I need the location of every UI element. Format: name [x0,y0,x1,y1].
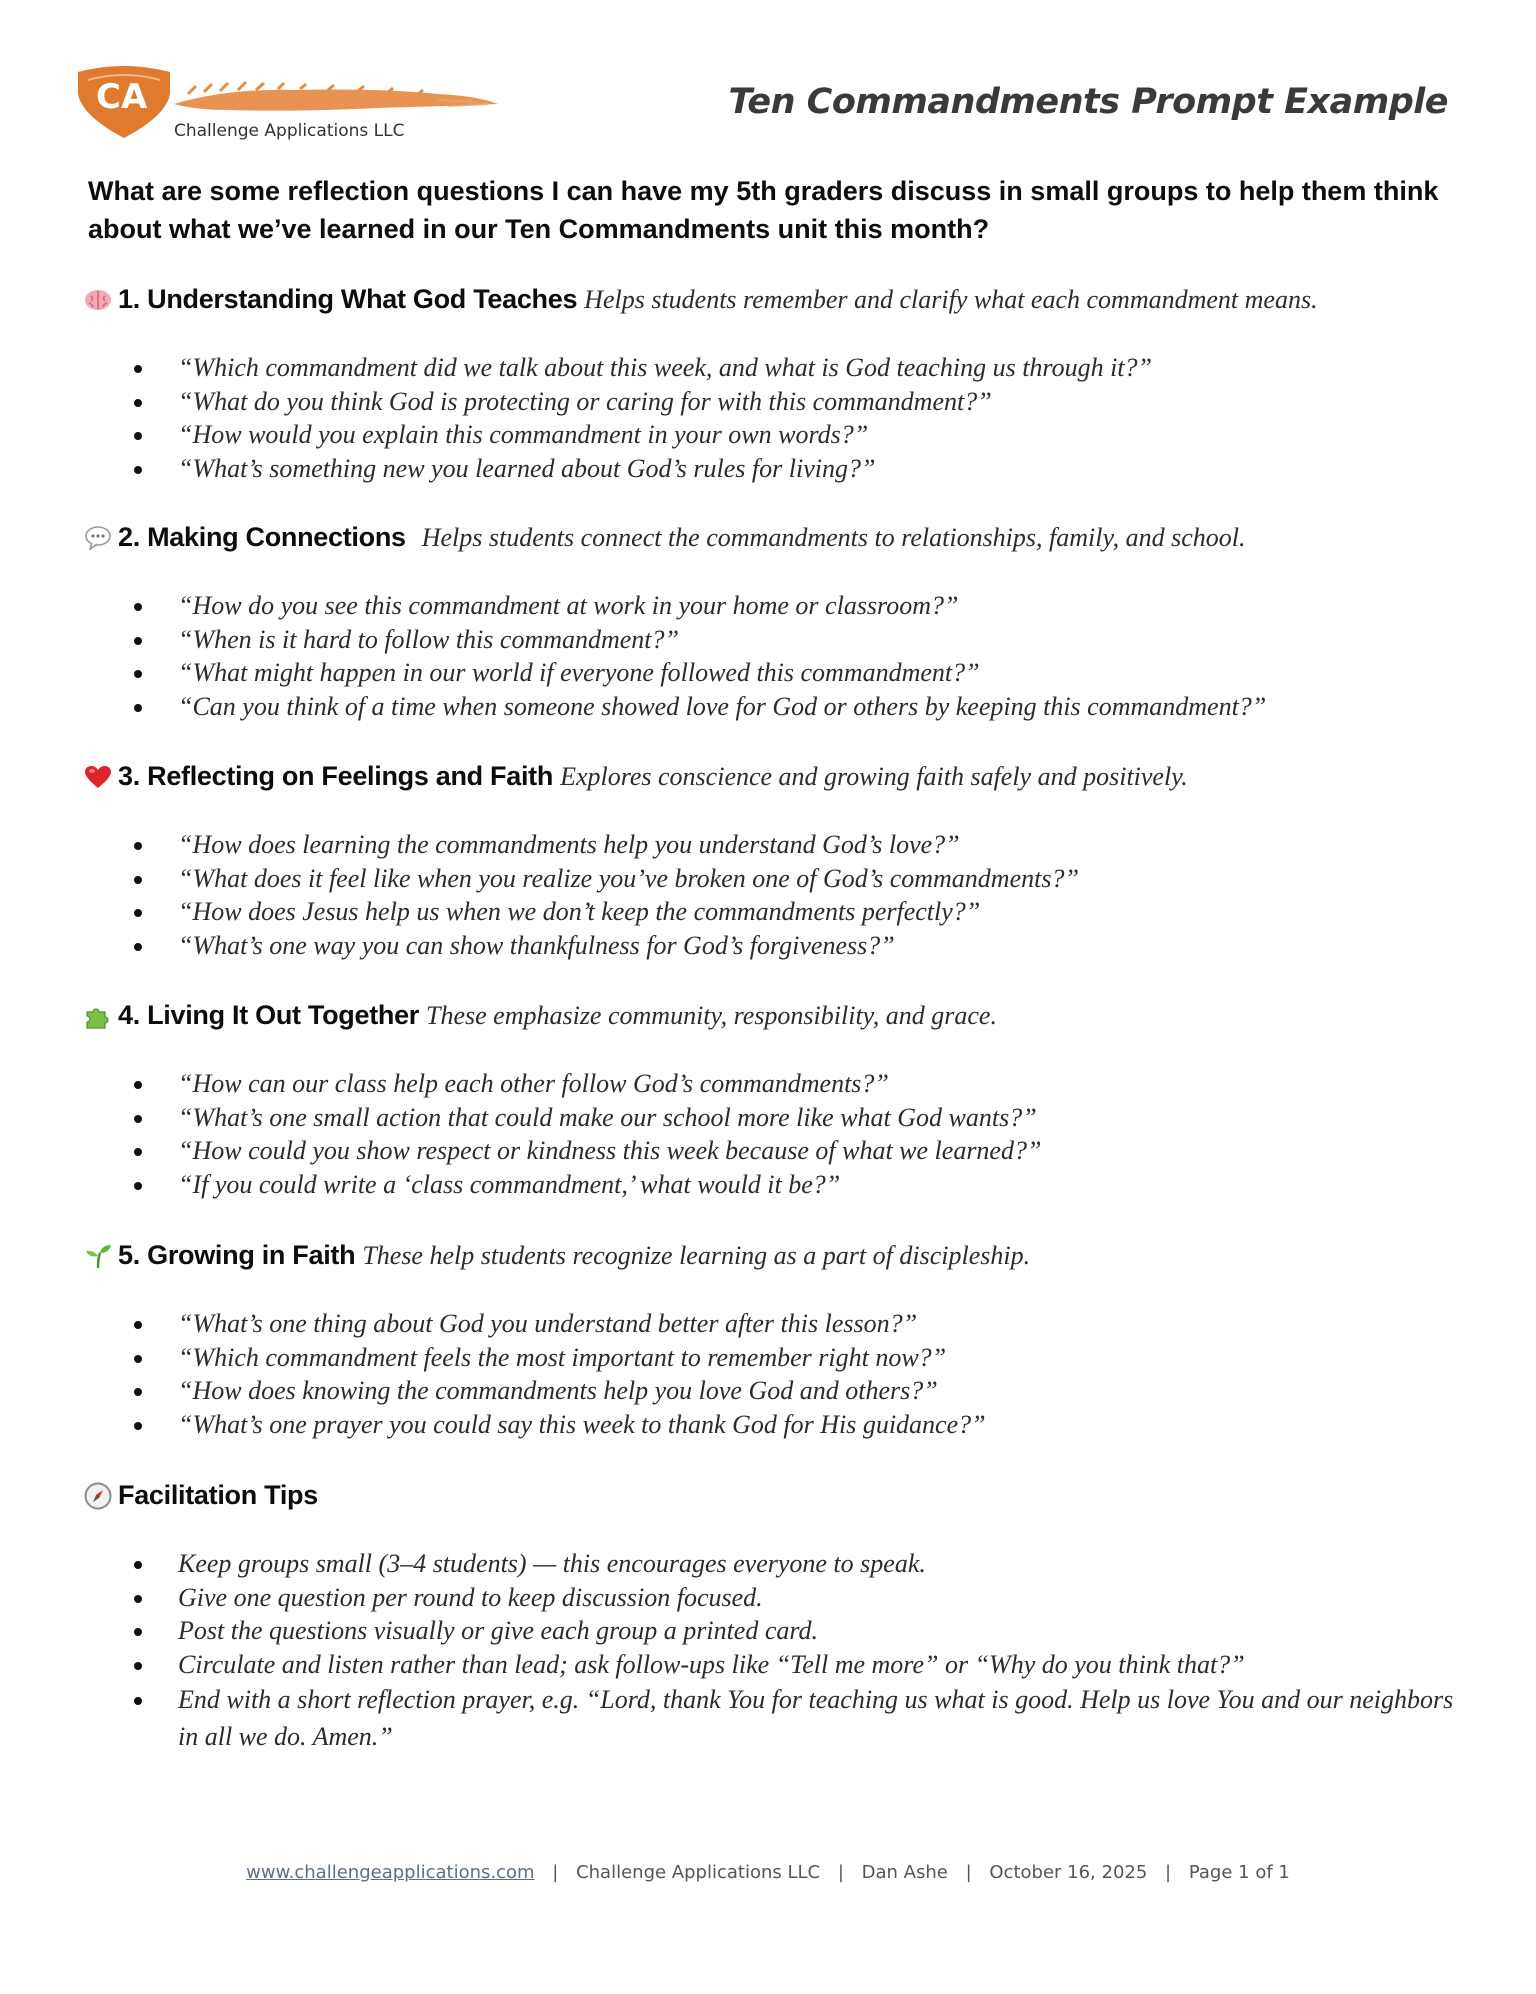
question-list [84,351,1454,485]
list-item: “How does Jesus help us when we don’t keep the commandments perfectly?” [84,895,1454,929]
list-item: “What’s one small action that could make our school more like what God wants?” [84,1101,1454,1135]
seedling-icon [84,1243,118,1269]
section-connections [84,522,1454,723]
heart-icon [84,765,118,789]
list-item: “What does it feel like when you realize you’ve broken one of God’s commandments?” [84,862,1454,896]
list-item: Give one question per round to keep discussion focused. [84,1581,1454,1615]
section-title: 4. Living It Out Together [118,1000,419,1030]
section-title: Facilitation Tips [118,1480,318,1510]
list-item: “How can our class help each other follow God’s commandments?” [84,1067,1454,1101]
section-growing-faith [84,1240,1454,1441]
list-item: Circulate and listen rather than lead; ask follow-ups like “Tell me more” or “Why do you think that?” [84,1648,1454,1682]
list-item: “How does learning the commandments help you understand God’s love?” [84,828,1454,862]
company-name: Challenge Applications LLC [174,121,405,141]
footer-page-number: Page 1 of 1 [1188,1862,1290,1883]
prompt-question: What are some reflection questions I can have my 5th graders discuss in small groups to help them think about what we’ve learned in our Ten Commandments unit this month? [88,176,1439,244]
section-description: These emphasize community, responsibility, and grace. [426,1001,997,1030]
footer-separator: | [552,1862,559,1883]
list-item: “How could you show respect or kindness this week because of what we learned?” [84,1134,1454,1168]
section-living-it-out [84,1000,1454,1201]
section-heading [84,1480,1454,1511]
list-item: End with a short reflection prayer, e.g. “Lord, thank You for teaching us what is good. Help us love You and our neighbors in all we do. Amen.” [84,1681,1458,1755]
puzzle-piece-icon [84,1003,118,1029]
footer-separator: | [965,1862,972,1883]
section-feelings-faith [84,761,1454,962]
footer-author: Dan Ashe [861,1862,948,1883]
list-item: “What do you think God is protecting or caring for with this commandment?” [84,385,1454,419]
section-heading [84,1240,1454,1271]
list-item: “If you could write a ‘class commandment,’ what would it be?” [84,1168,1454,1202]
question-list [84,1067,1454,1201]
list-item: Keep groups small (3–4 students) — this encourages everyone to speak. [84,1547,1454,1581]
tips-list [84,1547,1454,1755]
section-heading [84,1000,1454,1031]
question-list [84,589,1454,723]
section-title: 2. Making Connections [118,522,406,552]
company-logo [78,64,508,144]
list-item: “What’s one thing about God you understand better after this lesson?” [84,1307,1454,1341]
list-item: “How do you see this commandment at work in your home or classroom?” [84,589,1454,623]
section-understanding [84,284,1454,485]
section-heading [84,284,1454,315]
question-list [84,828,1454,962]
section-heading [84,761,1454,792]
section-title: 3. Reflecting on Feelings and Faith [118,761,554,791]
list-item: “How does knowing the commandments help you love God and others?” [84,1374,1454,1408]
list-item: “What’s one prayer you could say this week to thank God for His guidance?” [84,1408,1454,1442]
compass-icon [84,1482,118,1510]
list-item: “Which commandment feels the most important to remember right now?” [84,1341,1454,1375]
section-heading [84,522,1454,553]
section-title: 1. Understanding What God Teaches [118,284,578,314]
section-title: 5. Growing in Faith [118,1240,356,1270]
website-link[interactable]: www.challengeapplications.com [246,1862,535,1883]
footer-company: Challenge Applications LLC [576,1862,821,1883]
footer-date: October 16, 2025 [989,1862,1148,1883]
list-item: “Which commandment did we talk about this week, and what is God teaching us through it?” [84,351,1454,385]
document-title: Ten Commandments Prompt Example [728,82,1448,122]
list-item: “What’s one way you can show thankfulness for God’s forgiveness?” [84,929,1454,963]
section-description: Helps students remember and clarify what each commandment means. [584,285,1318,314]
page-footer [0,1862,1536,1883]
list-item: “Can you think of a time when someone showed love for God or others by keeping this commandment?” [84,690,1454,724]
brain-icon [84,288,118,312]
list-item: “What might happen in our world if everyone followed this commandment?” [84,656,1454,690]
svg-text:CA: CA [96,77,148,117]
list-item: “How would you explain this commandment in your own words?” [84,418,1454,452]
list-item: “What’s something new you learned about God’s rules for living?” [84,452,1454,486]
section-description: Explores conscience and growing faith safely and positively. [560,762,1188,791]
section-description: Helps students connect the commandments to relationships, family, and school. [421,523,1246,552]
section-description: These help students recognize learning as a part of discipleship. [362,1241,1031,1270]
footer-separator: | [1165,1862,1172,1883]
list-item: Post the questions visually or give each group a printed card. [84,1614,1454,1648]
section-facilitation-tips [84,1480,1454,1755]
speech-bubble-icon [84,526,118,550]
question-list [84,1307,1454,1441]
list-item: “When is it hard to follow this commandment?” [84,623,1454,657]
footer-separator: | [837,1862,844,1883]
